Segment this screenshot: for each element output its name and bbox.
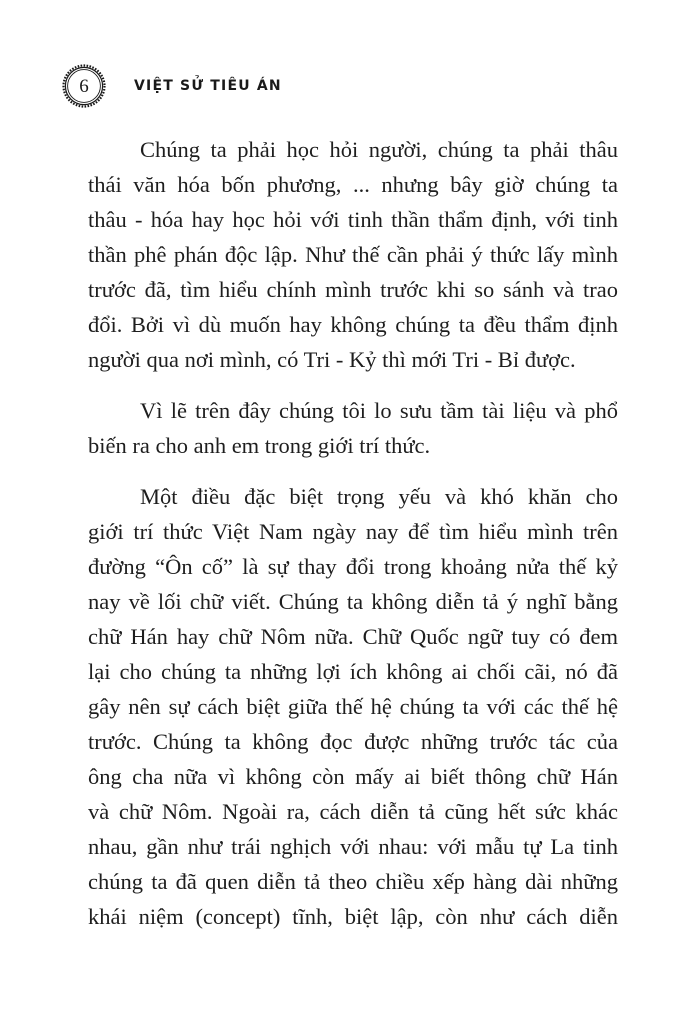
text-line: ông cha nữa vì không còn mấy ai biết thông chữ Hán	[88, 764, 618, 789]
text-line: chữ Hán hay chữ Nôm nữa. Chữ Quốc ngữ tuy có đem	[88, 624, 618, 649]
text-line: Chúng ta phải học hỏi người, chúng ta phải thâu	[140, 137, 618, 162]
text-line: nay về lối chữ viết. Chúng ta không diễn tả ý nghĩ bằng	[88, 589, 618, 614]
paragraph-2	[88, 393, 618, 463]
text-line: đổi. Bởi vì dù muốn hay không chúng ta đều thẩm định	[88, 312, 618, 337]
text-line: thâu - hóa hay học hỏi với tinh thần thẩm định, với tinh	[88, 207, 618, 232]
paragraph-1	[88, 132, 618, 377]
page-number-badge	[62, 64, 106, 108]
text-line: Vì lẽ trên đây chúng tôi lo sưu tầm tài liệu và phổ	[140, 398, 618, 423]
paragraph-3	[88, 479, 618, 934]
text-line: thái văn hóa bốn phương, ... nhưng bây giờ chúng ta	[88, 172, 618, 197]
text-line: trước đã, tìm hiểu chính mình trước khi so sánh và trao	[88, 277, 618, 302]
page-header	[62, 62, 282, 110]
text-line: chúng ta đã quen diễn tả theo chiều xếp hàng dài những	[88, 869, 618, 894]
text-line: trước. Chúng ta không đọc được những trước tác của	[88, 729, 618, 754]
text-line: nhau, gần như trái nghịch với nhau: với mẫu tự La tinh	[88, 834, 618, 859]
text-line: đường “Ôn cố” là sự thay đổi trong khoảng nửa thế kỷ	[88, 554, 618, 579]
text-line: và chữ Nôm. Ngoài ra, cách diễn tả cũng hết sức khác	[88, 799, 618, 824]
text-line: người qua nơi mình, có Tri - Kỷ thì mới Tri - Bỉ được.	[88, 347, 576, 372]
body-text	[88, 132, 618, 934]
page-number: 6	[79, 75, 89, 97]
text-line: gây nên sự cách biệt giữa thế hệ chúng ta với các thế hệ	[88, 694, 618, 719]
text-line: lại cho chúng ta những lợi ích không ai chối cãi, nó đã	[88, 659, 618, 684]
text-line: thần phê phán độc lập. Như thế cần phải ý thức lấy mình	[88, 242, 618, 267]
text-line: Một điều đặc biệt trọng yếu và khó khăn cho	[140, 484, 618, 509]
text-line: biến ra cho anh em trong giới trí thức.	[88, 433, 431, 458]
text-line: giới trí thức Việt Nam ngày nay để tìm hiểu mình trên	[88, 519, 618, 544]
text-line: khái niệm (concept) tĩnh, biệt lập, còn như cách diễn	[88, 904, 618, 929]
book-title: VIỆT SỬ TIÊU ÁN	[134, 78, 282, 94]
